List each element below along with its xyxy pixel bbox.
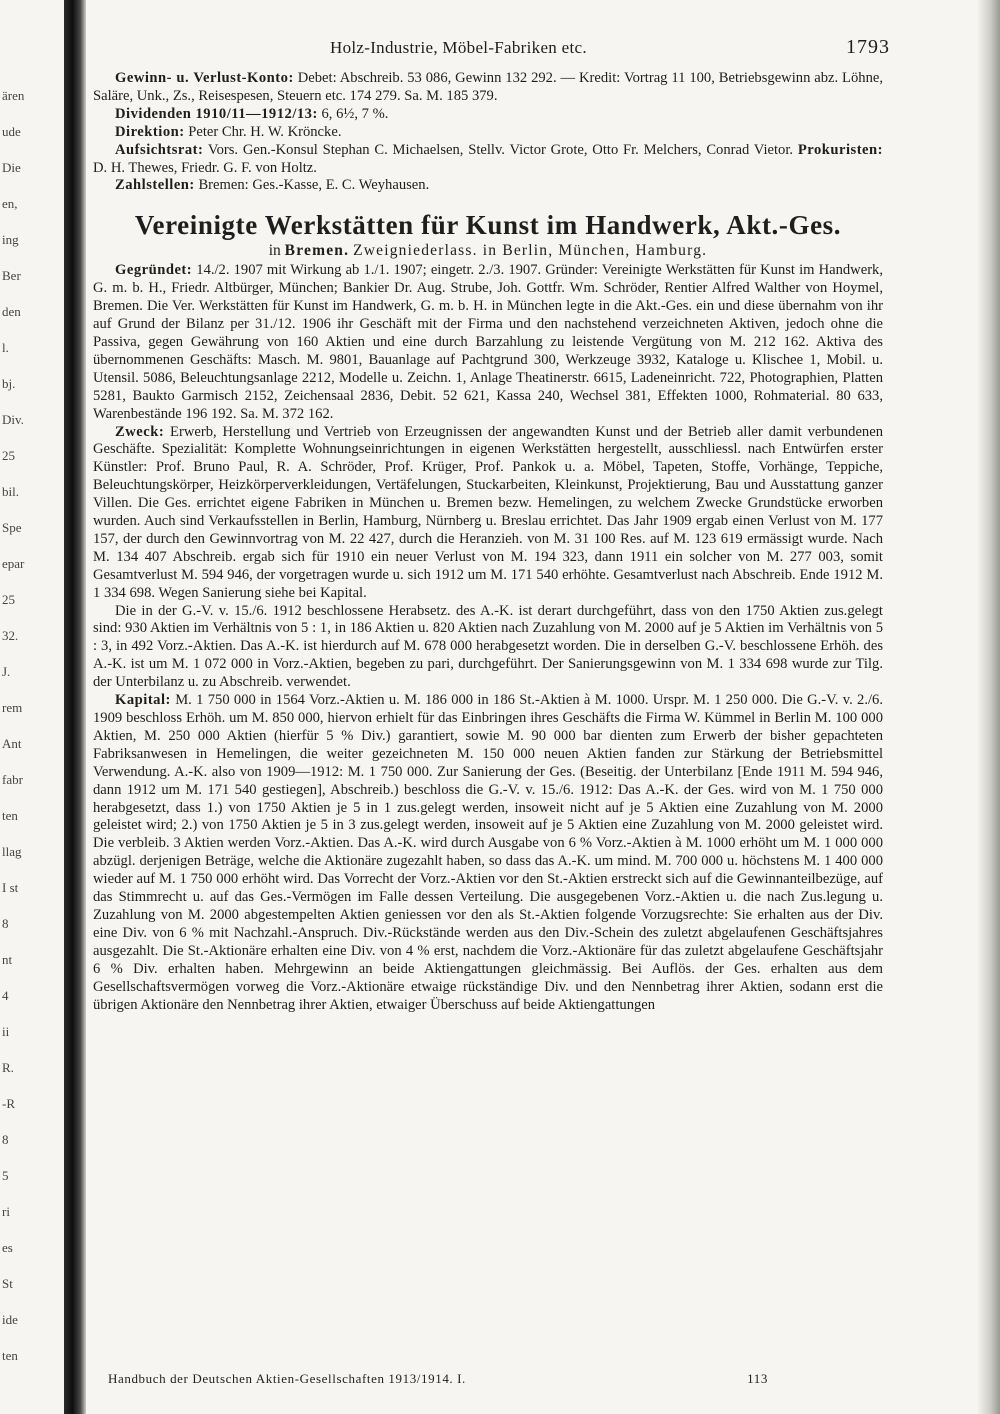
prokuristen-text: D. H. Thewes, Friedr. G. F. von Holtz. xyxy=(93,159,317,176)
zahlstellen-text: Bremen: Ges.-Kasse, E. C. Weyhausen. xyxy=(198,177,430,194)
direktion-paragraph xyxy=(93,124,883,142)
zahlstellen-paragraph xyxy=(93,177,883,195)
footer-title: Handbuch der Deutschen Aktien-Gesellschaften 1913/1914. I. xyxy=(108,1371,466,1386)
guv-paragraph xyxy=(93,70,883,106)
direktion-label: Direktion: xyxy=(115,123,185,140)
neighbour-fragment: ude xyxy=(2,124,21,139)
guv-text: Debet: Abschreib. 53 086, Gewinn 132 292. — Kredit: Vortrag 11 100, Betriebsgewinn abz. Löhne, Saläre, Unk., Zs., Reisespesen, Steuern etc. 174 279. Sa. M. 185 379. xyxy=(93,70,883,104)
location-prefix: in xyxy=(268,242,281,260)
neighbour-fragment: 5 xyxy=(2,1168,9,1183)
neighbour-fragment: 8 xyxy=(2,916,9,931)
neighbour-fragment: 25 xyxy=(2,448,15,463)
aufsichtsrat-text: Vors. Gen.-Konsul Stephan C. Michaelsen, Stellv. Victor Grote, Otto Fr. Melchers, Conrad Vietor. xyxy=(207,141,794,158)
company-branches: Zweigniederlass. in Berlin, München, Hamburg. xyxy=(353,242,708,260)
direktion-text: Peter Chr. H. W. Kröncke. xyxy=(188,123,342,140)
zweck-paragraph xyxy=(93,424,883,603)
page-header xyxy=(100,38,890,64)
neighbour-fragment: rem xyxy=(2,700,23,715)
running-head: Holz-Industrie, Möbel-Fabriken etc. xyxy=(330,38,587,57)
neighbour-fragment: 4 xyxy=(2,988,9,1003)
neighbour-fragment: -R xyxy=(2,1096,15,1111)
neighbour-fragment: ten xyxy=(2,808,18,823)
neighbour-fragment: ide xyxy=(2,1312,18,1327)
neighbour-fragment: St xyxy=(2,1276,13,1291)
page-body xyxy=(93,70,883,1014)
dividenden-paragraph xyxy=(93,106,883,124)
neighbour-fragment: ären xyxy=(2,88,25,103)
zweck-label: Zweck: xyxy=(115,423,165,440)
gegruendet-text: 14./2. 1907 mit Wirkung ab 1./1. 1907; eingetr. 2./3. 1907. Gründer: Vereinigte Werkstätten für Kunst im Handwerk, G. m. b. H., Friedr. Altbürger, München; Bankier Dr. Aug. Strube, Joh. Gottfr. Wm. Schröder, Rentier Alfred Walther von Hoymel, Bremen. Die Ver. Werkstätten für Kunst im Handwerk, G. m. b. H. in München legte in die Akt.-Ges. ein und diese übernahm von ihr auf Grund der Bilanz per 31./12. 1906 ihr Geschäft mit der Firma und den nachstehend verzeichneten Aktiven, jedoch ohne die Passiva, gegen Gewährung von 160 Aktien und eine durch Barzahlung zu leistende Vergütung von M. 212 162. Aktiva des übernommenen Geschäfts: Masch. M. 9801, Bauanlage auf Pachtgrund 300, Werkzeuge 3932, Kataloge u. Klischee 1, Mobil. u. Utensil. 5086, Beleuchtungsanlage 2212, Modelle u. Zeichn. 1, Anlage Theatinerstr. 6615, Ladeneinricht. 722, Photographien, Platten 5281, Baukto Garmisch 2152, Zeichensaal 2836, Debit. 52 621, Kassa 240, Wechsel 381, Effekten 1000, Rohmaterial. 80 633, Warenbestände 196 192. Sa. M. 372 162. xyxy=(93,262,884,422)
page-number: 1793 xyxy=(846,36,890,58)
neighbour-fragment: Die xyxy=(2,160,21,175)
neighbour-fragment: den xyxy=(2,304,21,319)
neighbour-fragment: Ant xyxy=(2,736,22,751)
footer-signature: 113 xyxy=(747,1371,768,1386)
neighbour-fragment: epar xyxy=(2,556,25,571)
neighbour-fragment: fabr xyxy=(2,772,23,787)
neighbour-fragment: 8 xyxy=(2,1132,9,1147)
neighbour-fragment: bj. xyxy=(2,376,16,391)
sanierung-text: Die in der G.-V. v. 15./6. 1912 beschlossene Herabsetz. des A.-K. ist derart durchgeführt, dass von den 1750 Aktien zus.gelegt sind: 930 Aktien im Verhältnis von 5 : 1, in 186 Aktien u. 820 Aktien nach Zuzahlung von M. 2000 auf je 5 Aktien im Verhältnis von 5 : 3, in 492 Vorz.-Aktien. Das A.-K. ist hierdurch auf M. 678 000 herabgesetzt worden. Die in derselben G.-V. beschlossene Erhöh. des A.-K. ist um M. 1 072 000 in Vorz.-Aktien, begeben zu pari, durchgeführt. Der Sanierungsgewinn von M. 1 334 698 wurde zur Tilg. der Unterbilanz u. zu Abschreib. verwendet. xyxy=(93,602,883,691)
neighbour-fragment: es xyxy=(2,1240,13,1255)
neighbour-fragment: l. xyxy=(2,340,9,355)
gegruendet-label: Gegründet: xyxy=(115,262,193,279)
gegruendet-paragraph xyxy=(93,262,883,423)
company-title: Vereinigte Werkstätten für Kunst im Handwerk, Akt.-Ges. xyxy=(134,210,842,241)
page-footer xyxy=(108,1371,768,1391)
neighbour-fragment: 32. xyxy=(2,628,19,643)
kapital-paragraph xyxy=(93,692,883,1014)
prokuristen-label: Prokuristen: xyxy=(797,141,884,158)
aufsichtsrat-label: Aufsichtsrat: xyxy=(115,141,204,158)
sanierung-paragraph xyxy=(93,603,883,693)
neighbour-fragment: ten xyxy=(2,1348,18,1363)
neighbour-fragment: Ber xyxy=(2,268,21,283)
kapital-text: M. 1 750 000 in 1564 Vorz.-Aktien u. M. 186 000 in 186 St.-Aktien à M. 1000. Urspr. M. 1 250 000. Die G.-V. v. 2./6. 1909 beschloss Erhöh. um M. 850 000, hiervon erhielt für das Einbringen ihres Geschäfts die Firma W. Kümmel in Berlin M. 100 000 Aktien, M. 250 000 Aktien (hierfür 5 % Div.) garantiert, sowie M. 90 000 bar dienten zum Erwerb der bisher gepachteten Fabriksanwesen in Hemelingen, die weiter gezeichneten M. 150 000 neuen Aktien fanden zur Stärkung der Betriebsmittel Verwendung. A.-K. also von 1909—1912: M. 1 750 000. Zur Sanierung der Ges. (Beseitig. der Unterbilanz [Ende 1911 M. 594 946, dann 1912 um M. 171 540 gestiegen], Abschreib.) beschloss die G.-V. v. 15./6. 1912: Das A.-K. der Ges. wird von M. 1 750 000 herabgesetzt, dass 1.) von 1750 Aktien je 5 in 1 zus.gelegt werden, insoweit nicht auf je 5 Aktien eine Zuzahlung von M. 2000 geleistet wird; 2.) von 1750 Aktien je 5 in 3 zus.gelegt werden, insoweit auf je 5 Aktien eine Zuzahlung von M. 2000 geleistet wird. Die verbleib. 3 Aktien werden Vorz.-Aktien. Das A.-K. wird durch Ausgabe von 6 % Vorz.-Aktien à M. 1000 erhöht um M. 1 000 000 abzügl. derjenigen Beträge, welche die Aktionäre zugezahlt haben, so dass das A.-K. um mind. M. 700 000 u. höchstens M. 1 400 000 wieder auf M. 1 750 000 erhöht wird. Das Vorrecht der Vorz.-Aktien vor den St.-Aktien erstreckt sich auf die Gewinnanteilbezüge, auf das Stimmrecht u. auf das Ges.-Vermögen im Falle dessen Verteilung. Die ausgegebenen Vorz.-Aktien u. die nach Zus.legung u. Zuzahlung von M. 2000 abgestempelten Aktien geniessen vor den als St.-Aktien folgende Vorzugsrechte: Sie erhalten aus der Div. eine Div. von 6 % mit Nachzahl.-Anspruch. Div.-Rückstände werden aus den Div.-Schein des zuletzt abgelaufenen Geschäftsjahres ausgezahlt. Die St.-Aktionäre erhalten eine Div. von 4 % erst, nachdem die Vorz.-Aktionäre für das zuletzt abgelaufene Geschäftsjahr 6 % Div. erhalten haben. Mehrgewinn an beide Aktiengattungen gleichmässig. Bei Auflös. der Ges. erhalten aus dem Gesellschaftsvermögen vorweg die Vorz.-Aktionäre etwaige rückständige Div. und den Nennbetrag ihrer Aktien, sodann erst die übrigen Aktionäre den Nennbetrag ihrer Aktien, etwaiger Überschuss auf beide Aktiengattungen xyxy=(93,692,883,1013)
page-edge-shadow xyxy=(978,0,1000,1414)
kapital-label: Kapital: xyxy=(115,692,171,709)
neighbour-fragment: ii xyxy=(2,1024,10,1039)
neighbour-fragment: J. xyxy=(2,664,11,679)
dividenden-text: 6, 6½, 7 %. xyxy=(321,105,389,122)
neighbour-fragment: Div. xyxy=(2,412,24,427)
neighbour-fragment: llag xyxy=(2,844,22,859)
neighbour-fragment: I st xyxy=(2,880,19,895)
zweck-text: Erwerb, Herstellung und Vertrieb von Erzeugnissen der angewandten Kunst und der Betrieb aller damit verbundenen Geschäfte. Spezialität: Komplette Wohnungseinrichtungen in eigenen Werkstätten hergestellt, ausschliessl. nach Entwürfen erster Künstler: Prof. Bruno Paul, R. A. Schröder, Prof. Krüger, Prof. Pankok u. a. Möbel, Tapeten, Stoffe, Vorhänge, Teppiche, Beleuchtungskörper, Heizkörperverkleidungen, Vertäfelungen, Stuckarbeiten, Kleinkunst, Projektierung, Bau und Ausstattung ganzer Villen. Die Ges. errichtet eigene Fabriken in München u. Bremen bezw. Hemelingen, zu welchem Zwecke Grundstücke erworben wurden. Auch sind Verkaufsstellen in Berlin, Hamburg, Nürnberg u. Breslau errichtet. Das Jahr 1909 ergab einen Verlust von M. 177 157, der durch den Gewinnvortrag von M. 22 427, durch die Heranzieh. von M. 31 100 Res. auf M. 123 619 ermässigt wurde. Nach M. 134 407 Abschreib. ergab sich für 1910 ein neuer Verlust von M. 194 323, dann 1911 ein solcher von M. 277 003, somit Gesamtverlust M. 594 946, der vorgetragen wurde u. sich 1912 um M. 171 540 erhöhte. Gesamtverlust nach Abschreib. Ende 1912 M. 1 334 698. Wegen Sanierung siehe bei Kapital. xyxy=(93,423,883,601)
guv-label: Gewinn- u. Verlust-Konto: xyxy=(115,70,294,86)
neighbour-fragment: ri xyxy=(2,1204,10,1219)
aufsichtsrat-paragraph xyxy=(93,142,883,178)
book-gutter-shadow xyxy=(64,0,86,1414)
company-location xyxy=(93,241,883,260)
company-city: Bremen. xyxy=(284,242,350,260)
zahlstellen-label: Zahlstellen: xyxy=(115,177,195,194)
neighbour-fragment: nt xyxy=(2,952,13,967)
neighbour-fragment: bil. xyxy=(2,484,19,499)
neighbour-page-margin xyxy=(0,60,62,1400)
neighbour-fragment: en, xyxy=(2,196,18,211)
neighbour-fragment: Spe xyxy=(2,520,22,535)
neighbour-fragment: 25 xyxy=(2,592,15,607)
neighbour-fragment: ing xyxy=(2,232,19,247)
dividenden-label: Dividenden 1910/11—1912/13: xyxy=(115,105,318,122)
neighbour-fragment: R. xyxy=(2,1060,14,1075)
